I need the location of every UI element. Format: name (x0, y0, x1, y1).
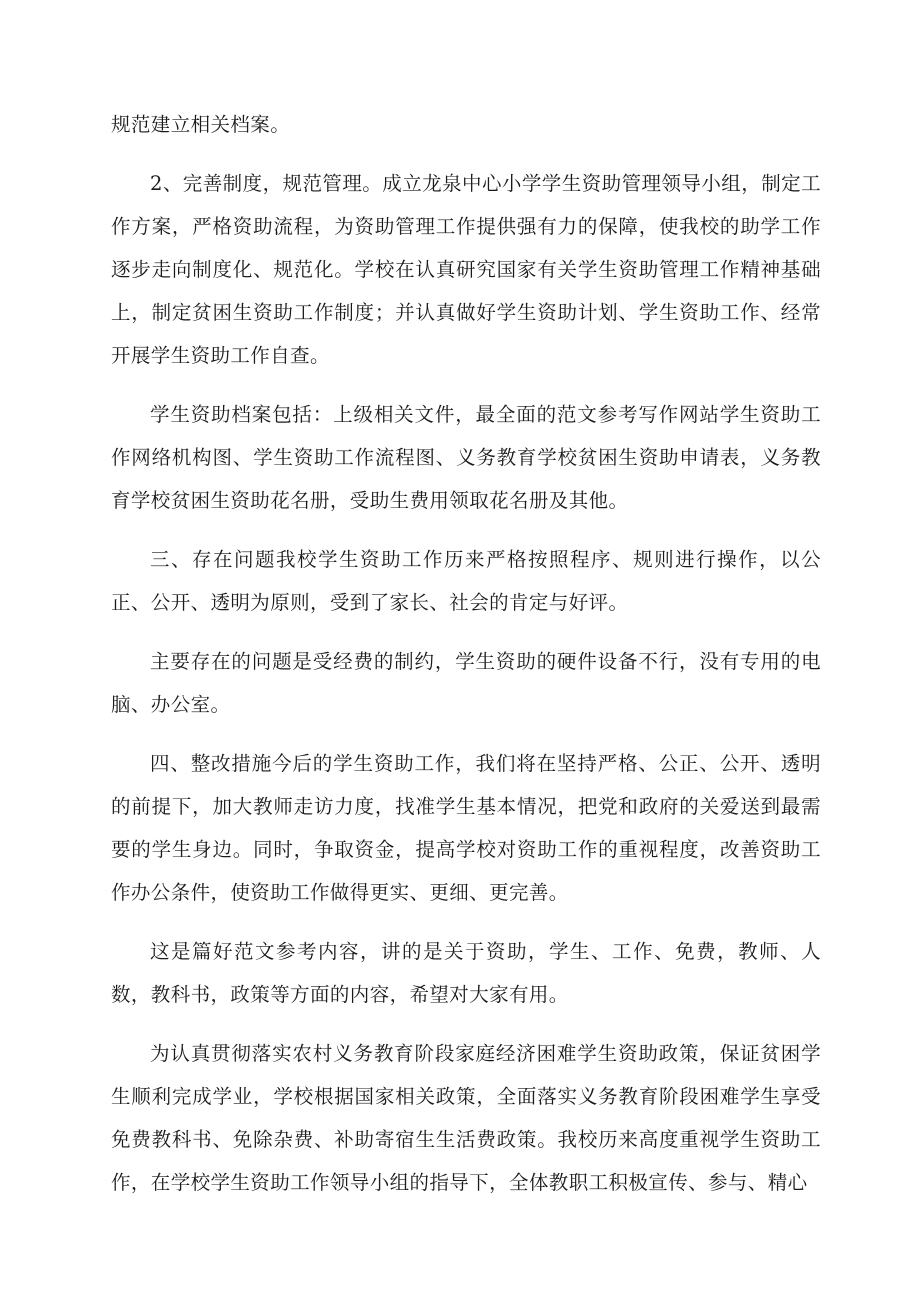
paragraph-2: 2、完善制度，规范管理。成立龙泉中心小学学生资助管理领导小组，制定工作方案，严格资助流程，为资助管理工作提供强有力的保障，使我校的助学工作逐步走向制度化、规范化。学校在认真研究国家有关学生资助管理工作精神基础上，制定贫困生资助工作制度；并认真做好学生资助计划、学生资助工作、经常开展学生资助工作自查。 (111, 172, 821, 367)
paragraph-6: 四、整改措施今后的学生资助工作，我们将在坚持严格、公正、公开、透明的前提下，加大教师走访力度，找准学生基本情况，把党和政府的关爱送到最需要的学生身边。同时，争取资金，提高学校对资助工作的重视程度，改善资助工作办公条件，使资助工作做得更实、更细、更完善。 (111, 752, 821, 904)
document-body (111, 103, 821, 1220)
paragraph-8: 为认真贯彻落实农村义务教育阶段家庭经济困难学生资助政策，保证贫困学生顺利完成学业，学校根据国家相关政策，全面落实义务教育阶段困难学生享受免费教科书、免除杂费、补助寄宿生生活费政策。我校历来高度重视学生资助工作，在学校学生资助工作领导小组的指导下，全体教职工积极宣传、参与、精心 (111, 1042, 821, 1194)
paragraph-1: 规范建立相关档案。 (111, 113, 291, 136)
paragraph-5: 主要存在的问题是受经费的制约，学生资助的硬件设备不行，没有专用的电脑、办公室。 (111, 650, 821, 716)
paragraph-3: 学生资助档案包括：上级相关文件，最全面的范文参考写作网站学生资助工作网络机构图、学生资助工作流程图、义务教育学校贫困生资助申请表，义务教育学校贫困生资助花名册，受助生费用领取花名册及其他。 (111, 403, 821, 512)
paragraph-7: 这是篇好范文参考内容，讲的是关于资助，学生、工作、免费，教师、人数，教科书，政策等方面的内容，希望对大家有用。 (111, 940, 821, 1006)
paragraph-4: 三、存在问题我校学生资助工作历来严格按照程序、规则进行操作，以公正、公开、透明为原则，受到了家长、社会的肯定与好评。 (111, 548, 821, 614)
